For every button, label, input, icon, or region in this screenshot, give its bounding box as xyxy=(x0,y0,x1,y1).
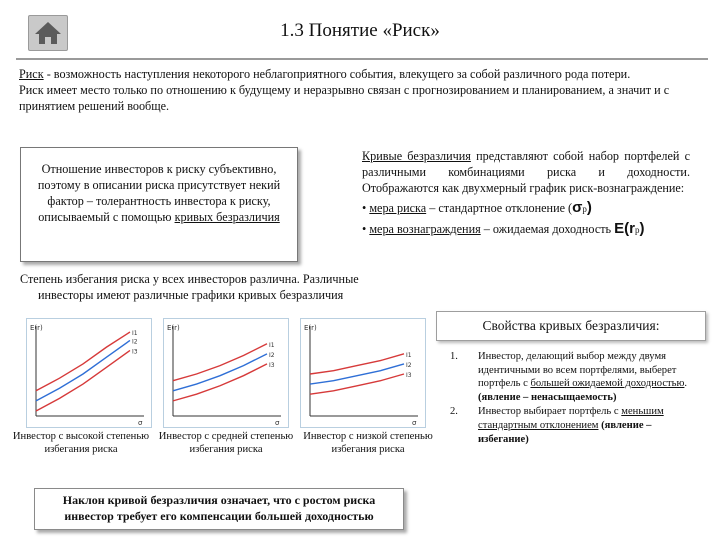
tolerance-box xyxy=(20,147,298,262)
intro-paragraph xyxy=(19,67,707,114)
curve-label: I3 xyxy=(406,372,412,379)
properties-heading: Свойства кривых безразличия: xyxy=(436,311,706,341)
risk-bullet: • xyxy=(362,201,367,215)
tolerance-body: Отношение инвесторов к риску субъективно, поэтому в описании риска присутствует некий фактор – толерантность инвестора к риску, описываемый с помощью xyxy=(37,162,281,224)
property-phenomenon: (явление – избегание) xyxy=(478,419,652,445)
property-underlined: большей ожидаемой доходностью xyxy=(530,378,685,390)
risk-measure-item xyxy=(362,200,690,217)
differences-line-1: Степень избегания риска у всех инвесторов различна. Различные xyxy=(20,272,359,286)
caption-low-aversion: Инвестор с низкой степенью избегания риска xyxy=(303,431,433,455)
property-phenomenon: (явление – ненасыщаемость) xyxy=(478,391,617,403)
x-axis-label: σ xyxy=(275,419,280,427)
expected-return-symbol: E(r xyxy=(614,220,636,237)
x-axis-label: σ xyxy=(412,419,417,427)
property-underlined: меньшим стандартным отклонением xyxy=(478,406,664,431)
properties-list xyxy=(450,350,700,447)
curve-label: I3 xyxy=(269,361,275,369)
indifference-text: представляют собой набор портфелей с различными комбинациями риска и доходности. Отображаются как двухмерный график риск-вознаграждение: xyxy=(362,149,690,195)
curve-label: I2 xyxy=(269,351,275,359)
property-text: Инвестор выбирает портфель с xyxy=(478,406,622,418)
chart-high-aversion xyxy=(26,318,152,428)
curve-label: I1 xyxy=(269,341,275,349)
risk-measure-text: – стандартное отклонение ( xyxy=(426,201,573,215)
property-number: 1. xyxy=(450,351,458,362)
chart-low-aversion xyxy=(300,318,426,428)
conclusion-box xyxy=(34,488,404,530)
expected-return-sub: p xyxy=(635,225,640,235)
page-title: 1.3 Понятие «Риск» xyxy=(280,20,440,41)
risk-definition xyxy=(19,67,707,83)
y-axis-label: E(r) xyxy=(30,324,43,332)
expected-return-close: ) xyxy=(639,220,645,237)
sigma-symbol: σ xyxy=(572,199,583,216)
caption-high-aversion: Инвестор с высокой степенью избегания риска xyxy=(12,431,150,455)
curve-label: I1 xyxy=(132,330,138,337)
indifference-term: Кривые безразличия xyxy=(362,149,471,163)
differences-line-2: инвесторы имеют различные графики кривых безразличия xyxy=(38,287,344,302)
property-number: 2. xyxy=(450,406,458,418)
reward-measure-item xyxy=(362,221,690,238)
sigma-close: ) xyxy=(586,199,592,216)
risk-definition-text: - возможность наступления некоторого неблагоприятного события, влекущего за собой различного рода потери. xyxy=(43,67,631,81)
tolerance-text xyxy=(27,161,291,225)
risk-future-text: Риск имеет место только по отношению к будущему и неразрывно связан с прогнозированием и планированием, а значит и с принятием решений вообще. xyxy=(19,82,670,113)
indifference-paragraph xyxy=(362,148,690,196)
curve-label: I3 xyxy=(132,348,138,356)
sigma-sub: p xyxy=(582,204,587,214)
indifference-definition xyxy=(362,148,690,238)
property-item-1 xyxy=(450,350,700,404)
curve-label: I2 xyxy=(132,338,138,346)
caption-medium-aversion: Инвестор с средней степенью избегания риска xyxy=(158,431,294,455)
risk-term: Риск xyxy=(19,67,44,81)
x-axis-label: σ xyxy=(138,419,143,427)
reward-bullet: • xyxy=(362,222,367,236)
title-divider xyxy=(16,58,708,60)
curve-label: I2 xyxy=(406,361,412,369)
reward-measure-text: – ожидаемая доходность xyxy=(480,222,615,236)
tolerance-term: кривых безразличия xyxy=(174,210,280,224)
differences-text xyxy=(20,272,398,303)
risk-measure-label: мера риска xyxy=(369,201,427,215)
reward-measure-label: мера вознаграждения xyxy=(369,222,481,236)
chart-medium-aversion xyxy=(163,318,289,428)
conclusion-text: Наклон кривой безразличия означает, что с ростом риска инвестор требует его компенсации большей доходностью xyxy=(62,493,376,523)
curve-label: I1 xyxy=(406,351,412,359)
y-axis-label: E(r) xyxy=(304,324,317,332)
y-axis-label: E(r) xyxy=(167,324,180,332)
property-text-2: . xyxy=(684,378,688,390)
property-text: Инвестор, делающий выбор между двумя идентичными во всем портфелями, выберет портфель с xyxy=(478,351,677,390)
property-item-2 xyxy=(450,405,700,446)
